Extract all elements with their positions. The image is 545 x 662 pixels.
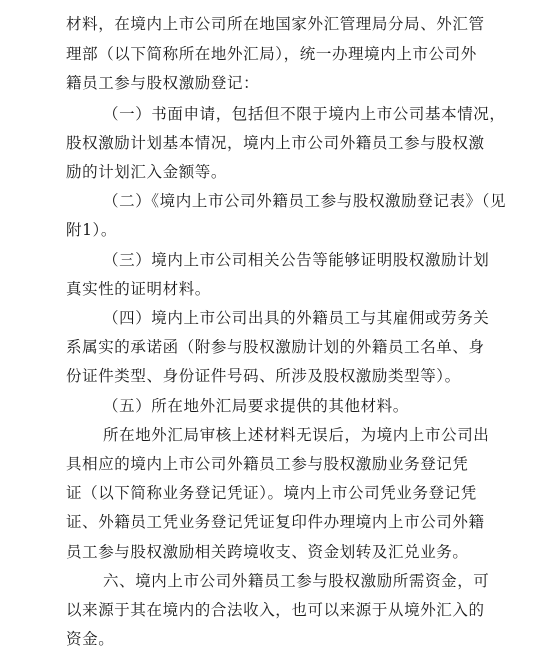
text-line: 证、外籍员工凭业务登记凭证复印件办理境内上市公司外籍 xyxy=(66,513,485,531)
text-line: 籍员工参与股权激励登记： xyxy=(66,74,260,92)
text-line: 励的计划汇入金额等。 xyxy=(66,163,228,181)
text-line: 具相应的境内上市公司外籍员工参与股权激励业务登记凭 xyxy=(66,455,469,473)
text-line: 份证件类型、身份证件号码、所涉及股权激励类型等）。 xyxy=(66,367,461,385)
text-line: （二）《境内上市公司外籍员工参与股权激励登记表》（见 xyxy=(103,192,507,210)
text-line: 理部（以下简称所在地外汇局），统一办理境内上市公司外 xyxy=(66,45,477,63)
text-line: 材料，在境内上市公司所在地国家外汇管理局分局、外汇管 xyxy=(66,15,485,33)
text-line: 以来源于其在境内的合法收入，也可以来源于从境外汇入的 xyxy=(66,601,485,619)
text-line: 附1）。 xyxy=(66,221,118,239)
text-line: （一）书面申请，包括但不限于境内上市公司基本情况， xyxy=(103,105,506,123)
text-line: 股权激励计划基本情况，境内上市公司外籍员工参与股权激 xyxy=(66,134,485,152)
text-line: 六、境内上市公司外籍员工参与股权激励所需资金，可 xyxy=(103,572,490,590)
text-line: 系属实的承诺函（附参与股权激励计划的外籍员工名单、身 xyxy=(66,338,485,356)
text-line: （五）所在地外汇局要求提供的其他材料。 xyxy=(103,397,409,415)
text-line: 所在地外汇局审核上述材料无误后，为境内上市公司出 xyxy=(103,426,490,444)
text-line: 真实性的证明材料。 xyxy=(66,280,211,298)
text-line: （四）境内上市公司出具的外籍员工与其雇佣或劳务关 xyxy=(103,309,490,327)
text-line: 资金。 xyxy=(66,630,115,648)
text-line: （三）境内上市公司相关公告等能够证明股权激励计划 xyxy=(103,251,490,269)
text-line: 证（以下简称业务登记凭证）。境内上市公司凭业务登记凭 xyxy=(66,484,477,502)
text-line: 员工参与股权激励相关跨境收支、资金划转及汇兑业务。 xyxy=(66,543,469,561)
